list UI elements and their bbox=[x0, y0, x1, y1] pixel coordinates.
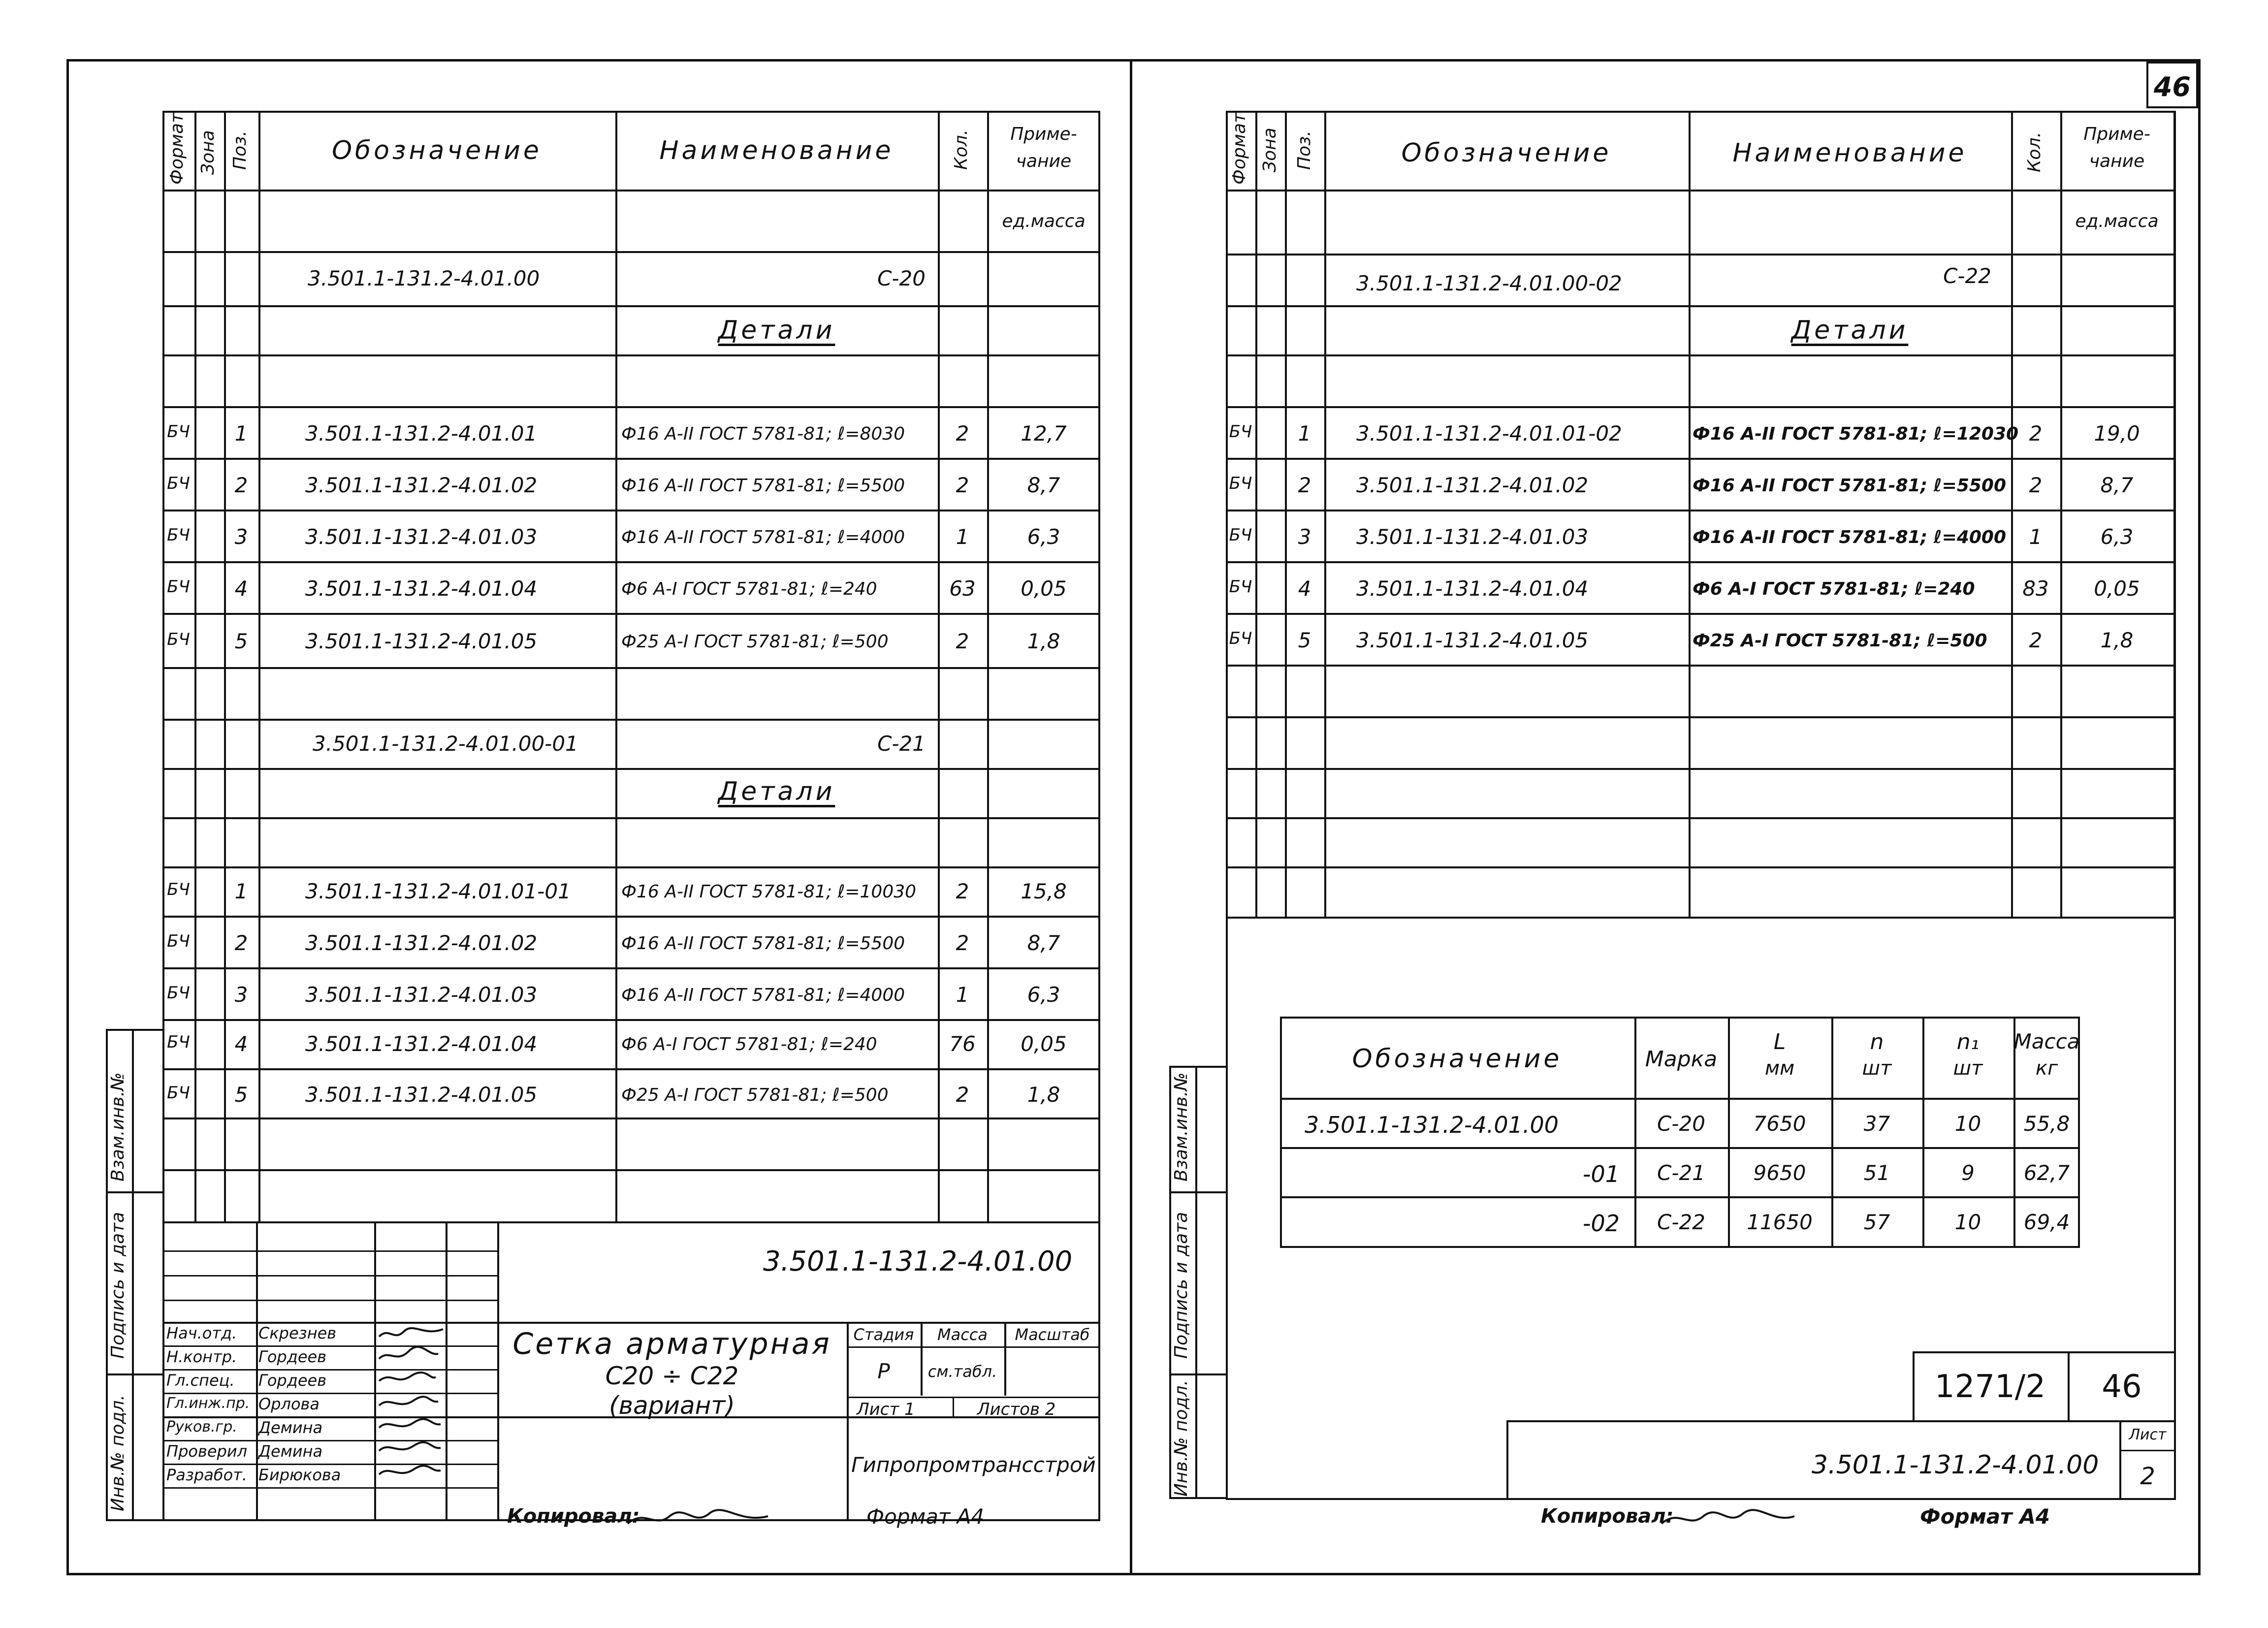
summary-length: 11650 bbox=[1747, 1210, 1813, 1234]
scale-label: Масштаб bbox=[1015, 1325, 1090, 1344]
summary-header-designation: Обозначение bbox=[1352, 1044, 1563, 1074]
row-note: 1,8 bbox=[2100, 628, 2134, 652]
role-label: Гл.спец. bbox=[166, 1371, 235, 1390]
row-designation: 3.501.1-131.2-4.01.04 bbox=[305, 576, 538, 601]
row-format: БЧ bbox=[167, 1083, 190, 1103]
row-note: 0,05 bbox=[2094, 576, 2140, 601]
mass-label: Масса bbox=[937, 1325, 988, 1344]
row-pos: 3 bbox=[234, 983, 248, 1007]
copier-signature bbox=[625, 1504, 773, 1533]
header-format: Формат bbox=[1229, 112, 1249, 185]
assembly-mark: С-21 bbox=[877, 732, 926, 756]
role-label: Н.контр. bbox=[166, 1347, 237, 1366]
row-note: 0,05 bbox=[1021, 1032, 1067, 1056]
row-name: Ф6 А-I ГОСТ 5781-81; ℓ=240 bbox=[1693, 579, 1975, 599]
row-name: Ф16 А-II ГОСТ 5781-81; ℓ=4000 bbox=[1693, 527, 2007, 547]
right-spec-table bbox=[1226, 111, 2176, 918]
side-label-inv-orig: Инв.№ подл. bbox=[1171, 1380, 1191, 1497]
summary-mark: С-20 bbox=[1657, 1112, 1705, 1136]
row-note: 15,8 bbox=[1021, 879, 1067, 903]
album-number: 1271/2 bbox=[1934, 1369, 2046, 1405]
role-person: Гордеев bbox=[258, 1347, 327, 1366]
summary-n: 57 bbox=[1863, 1210, 1890, 1234]
row-format: БЧ bbox=[167, 525, 190, 545]
summary-designation: -02 bbox=[1582, 1210, 1620, 1237]
header-designation: Обозначение bbox=[332, 136, 542, 165]
row-note: 0,05 bbox=[1021, 576, 1067, 601]
row-name: Ф16 А-II ГОСТ 5781-81; ℓ=4000 bbox=[621, 985, 905, 1005]
role-label: Разработ. bbox=[166, 1466, 247, 1484]
header-format: Формат bbox=[167, 112, 187, 185]
role-person: Демина bbox=[258, 1442, 323, 1461]
row-format: БЧ bbox=[167, 422, 190, 442]
summary-header-n-unit: шт bbox=[1862, 1057, 1892, 1080]
summary-length: 7650 bbox=[1753, 1112, 1806, 1136]
row-format: БЧ bbox=[1229, 474, 1252, 493]
summary-n1: 9 bbox=[1961, 1161, 1975, 1185]
side-label-sign-date: Подпись и дата bbox=[108, 1212, 128, 1359]
header-zone: Зона bbox=[198, 130, 218, 175]
header-designation: Обозначение bbox=[1401, 138, 1612, 168]
row-designation: 3.501.1-131.2-4.01.02 bbox=[305, 473, 538, 497]
summary-mass: 62,7 bbox=[2023, 1161, 2070, 1185]
header-qty: Кол. bbox=[951, 129, 971, 170]
row-qty: 63 bbox=[949, 576, 976, 601]
side-label-replace-inv: Взам.инв.№ bbox=[108, 1072, 128, 1181]
row-note: 8,7 bbox=[1027, 473, 1060, 497]
summary-designation: -01 bbox=[1582, 1161, 1620, 1187]
footer-copied: Копировал: bbox=[1541, 1505, 1674, 1528]
summary-header-length-unit: мм bbox=[1764, 1057, 1795, 1080]
stage-value: Р bbox=[877, 1359, 890, 1383]
header-note-1: Приме- bbox=[2083, 124, 2150, 144]
role-label: Нач.отд. bbox=[166, 1324, 237, 1342]
unit-note: ед.масса bbox=[1002, 211, 1086, 231]
sheet-label: Лист 1 bbox=[857, 1400, 915, 1419]
row-name: Ф6 А-I ГОСТ 5781-81; ℓ=240 bbox=[621, 579, 877, 599]
row-name: Ф16 А-II ГОСТ 5781-81; ℓ=12030 bbox=[1693, 424, 2019, 444]
summary-n1: 10 bbox=[1954, 1210, 1981, 1234]
header-pos: Поз. bbox=[1294, 130, 1314, 170]
row-pos: 3 bbox=[234, 525, 248, 549]
row-qty: 2 bbox=[2029, 473, 2043, 497]
row-format: БЧ bbox=[1229, 629, 1252, 648]
summary-length: 9650 bbox=[1753, 1161, 1806, 1185]
signatures bbox=[374, 1322, 448, 1499]
header-qty: Кол. bbox=[2024, 131, 2044, 172]
header-pos: Поз. bbox=[230, 130, 250, 170]
role-person: Бирюкова bbox=[258, 1466, 341, 1484]
section-title: Детали bbox=[1791, 316, 1909, 345]
summary-header-mark: Марка bbox=[1645, 1047, 1718, 1072]
row-name: Ф25 А-I ГОСТ 5781-81; ℓ=500 bbox=[621, 1085, 889, 1105]
section-title: Детали bbox=[718, 777, 835, 806]
row-qty: 2 bbox=[2029, 628, 2043, 652]
row-note: 19,0 bbox=[2094, 421, 2140, 446]
row-qty: 1 bbox=[956, 525, 969, 549]
row-pos: 3 bbox=[1298, 525, 1311, 549]
row-note: 6,3 bbox=[2100, 525, 2134, 549]
row-qty: 83 bbox=[2022, 576, 2049, 601]
row-name: Ф6 А-I ГОСТ 5781-81; ℓ=240 bbox=[621, 1034, 877, 1054]
row-format: БЧ bbox=[167, 880, 190, 899]
role-person: Скрезнев bbox=[258, 1324, 337, 1342]
row-name: Ф16 А-II ГОСТ 5781-81; ℓ=5500 bbox=[1693, 476, 2007, 496]
row-name: Ф25 А-I ГОСТ 5781-81; ℓ=500 bbox=[1693, 631, 1987, 651]
row-name: Ф16 А-II ГОСТ 5781-81; ℓ=8030 bbox=[621, 424, 905, 444]
stage-label: Стадия bbox=[853, 1325, 914, 1344]
summary-mass: 69,4 bbox=[2023, 1210, 2070, 1234]
row-designation: 3.501.1-131.2-4.01.02 bbox=[305, 931, 538, 955]
row-pos: 1 bbox=[234, 421, 248, 446]
row-note: 6,3 bbox=[1027, 983, 1060, 1007]
header-zone: Зона bbox=[1260, 128, 1280, 172]
row-qty: 2 bbox=[956, 879, 969, 903]
header-note-2: чание bbox=[2089, 151, 2145, 171]
sheets-label: Листов 2 bbox=[977, 1400, 1056, 1419]
role-label: Гл.инж.пр. bbox=[166, 1395, 250, 1412]
row-format: БЧ bbox=[167, 630, 190, 649]
side-label-sign-date: Подпись и дата bbox=[1171, 1212, 1191, 1359]
assembly-mark: С-20 bbox=[877, 266, 926, 290]
side-label-replace-inv: Взам.инв.№ bbox=[1171, 1072, 1191, 1181]
row-qty: 76 bbox=[949, 1032, 976, 1056]
role-person: Демина bbox=[258, 1418, 323, 1437]
row-designation: 3.501.1-131.2-4.01.03 bbox=[305, 983, 538, 1007]
header-note-2: чание bbox=[1016, 151, 1072, 171]
assembly-designation: 3.501.1-131.2-4.01.00-02 bbox=[1356, 271, 1622, 295]
row-qty: 2 bbox=[956, 1083, 969, 1107]
row-pos: 4 bbox=[234, 576, 248, 601]
row-designation: 3.501.1-131.2-4.01.05 bbox=[305, 629, 538, 653]
header-name: Наименование bbox=[1732, 138, 1967, 168]
row-note: 12,7 bbox=[1021, 421, 1067, 446]
row-pos: 2 bbox=[234, 473, 248, 497]
row-pos: 5 bbox=[1298, 628, 1311, 652]
row-qty: 1 bbox=[2029, 525, 2043, 549]
footer-copied: Копировал: bbox=[507, 1505, 640, 1528]
row-pos: 4 bbox=[1298, 576, 1311, 601]
row-designation: 3.501.1-131.2-4.01.04 bbox=[305, 1032, 538, 1056]
row-qty: 2 bbox=[956, 421, 969, 446]
row-format: БЧ bbox=[167, 1032, 190, 1052]
sheet-number: 46 bbox=[2153, 71, 2191, 102]
summary-header-n1: n₁ bbox=[1956, 1029, 1980, 1054]
album-sheet: 46 bbox=[2102, 1369, 2142, 1405]
role-label: Руков.гр. bbox=[166, 1418, 237, 1436]
row-qty: 1 bbox=[956, 983, 969, 1007]
summary-designation: 3.501.1-131.2-4.01.00 bbox=[1305, 1112, 1559, 1138]
row-name: Ф16 А-II ГОСТ 5781-81; ℓ=4000 bbox=[621, 527, 905, 547]
summary-n: 51 bbox=[1863, 1161, 1890, 1185]
row-designation: 3.501.1-131.2-4.01.01 bbox=[305, 421, 538, 446]
summary-header-mass: Масса bbox=[2013, 1029, 2080, 1053]
footer-format: Формат А4 bbox=[1920, 1504, 2050, 1529]
role-label: Проверил bbox=[166, 1442, 248, 1461]
summary-mark: С-21 bbox=[1657, 1161, 1705, 1185]
summary-header-length: L bbox=[1773, 1029, 1786, 1054]
row-format: БЧ bbox=[1229, 577, 1252, 597]
section-title: Детали bbox=[718, 316, 835, 345]
unit-note: ед.масса bbox=[2075, 211, 2159, 231]
row-pos: 4 bbox=[234, 1032, 248, 1056]
right-doc-code: 3.501.1-131.2-4.01.00 bbox=[1812, 1450, 2099, 1480]
summary-header-n: n bbox=[1870, 1029, 1884, 1054]
row-name: Ф16 А-II ГОСТ 5781-81; ℓ=5500 bbox=[621, 933, 905, 954]
row-pos: 1 bbox=[234, 879, 248, 903]
row-name: Ф16 А-II ГОСТ 5781-81; ℓ=5500 bbox=[621, 476, 905, 496]
summary-header-mass-unit: кг bbox=[2035, 1057, 2058, 1080]
copier-signature bbox=[1659, 1504, 1797, 1533]
row-format: БЧ bbox=[167, 474, 190, 493]
row-designation: 3.501.1-131.2-4.01.03 bbox=[1356, 525, 1589, 549]
row-note: 6,3 bbox=[1027, 525, 1060, 549]
mass-value: см.табл. bbox=[927, 1362, 997, 1381]
row-note: 8,7 bbox=[2100, 473, 2134, 497]
row-pos: 1 bbox=[1298, 421, 1311, 446]
row-designation: 3.501.1-131.2-4.01.04 bbox=[1356, 576, 1589, 601]
row-note: 1,8 bbox=[1027, 629, 1060, 653]
row-qty: 2 bbox=[956, 473, 969, 497]
row-name: Ф16 А-II ГОСТ 5781-81; ℓ=10030 bbox=[621, 882, 917, 902]
side-label-inv-orig: Инв.№ подл. bbox=[108, 1395, 128, 1511]
footer-format: Формат А4 bbox=[866, 1504, 985, 1529]
title-line-1: Сетка арматурная bbox=[512, 1327, 831, 1361]
title-block-code: 3.501.1-131.2-4.01.00 bbox=[763, 1245, 1073, 1277]
row-qty: 2 bbox=[2029, 421, 2043, 446]
row-designation: 3.501.1-131.2-4.01.01-02 bbox=[1356, 421, 1622, 446]
row-format: БЧ bbox=[1229, 422, 1252, 442]
center-divider bbox=[1130, 59, 1132, 1575]
row-pos: 5 bbox=[234, 629, 248, 653]
summary-mark: С-22 bbox=[1657, 1210, 1705, 1234]
organization: Гипропромтрансстрой bbox=[851, 1453, 1096, 1477]
assembly-designation: 3.501.1-131.2-4.01.00-01 bbox=[313, 732, 578, 756]
row-designation: 3.501.1-131.2-4.01.05 bbox=[1356, 628, 1589, 652]
row-designation: 3.501.1-131.2-4.01.02 bbox=[1356, 473, 1589, 497]
row-format: БЧ bbox=[167, 931, 190, 951]
row-designation: 3.501.1-131.2-4.01.03 bbox=[305, 525, 538, 549]
row-format: БЧ bbox=[167, 577, 190, 597]
row-format: БЧ bbox=[1229, 525, 1252, 545]
row-pos: 2 bbox=[234, 931, 248, 955]
row-pos: 2 bbox=[1298, 473, 1311, 497]
row-designation: 3.501.1-131.2-4.01.05 bbox=[305, 1083, 538, 1107]
row-qty: 2 bbox=[956, 629, 969, 653]
role-person: Гордеев bbox=[258, 1371, 327, 1390]
row-name: Ф25 А-I ГОСТ 5781-81; ℓ=500 bbox=[621, 632, 889, 652]
summary-header-n1-unit: шт bbox=[1953, 1057, 1983, 1080]
summary-n1: 10 bbox=[1954, 1112, 1981, 1136]
row-note: 8,7 bbox=[1027, 931, 1060, 955]
summary-n: 37 bbox=[1863, 1112, 1890, 1136]
title-line-2: С20 ÷ С22 bbox=[605, 1362, 739, 1390]
row-qty: 2 bbox=[956, 931, 969, 955]
header-name: Наименование bbox=[659, 136, 894, 165]
assembly-mark: С-22 bbox=[1943, 264, 1991, 288]
right-sheet-label: Лист bbox=[2129, 1426, 2167, 1443]
right-sheet-value: 2 bbox=[2140, 1463, 2155, 1490]
row-pos: 5 bbox=[234, 1083, 248, 1107]
role-person: Орлова bbox=[258, 1395, 319, 1413]
row-designation: 3.501.1-131.2-4.01.01-01 bbox=[305, 879, 571, 903]
row-format: БЧ bbox=[167, 983, 190, 1003]
row-note: 1,8 bbox=[1027, 1083, 1060, 1107]
summary-mass: 55,8 bbox=[2023, 1112, 2070, 1136]
assembly-designation: 3.501.1-131.2-4.01.00 bbox=[308, 266, 540, 290]
title-line-3: (вариант) bbox=[609, 1391, 735, 1420]
header-note-1: Приме- bbox=[1010, 124, 1077, 144]
